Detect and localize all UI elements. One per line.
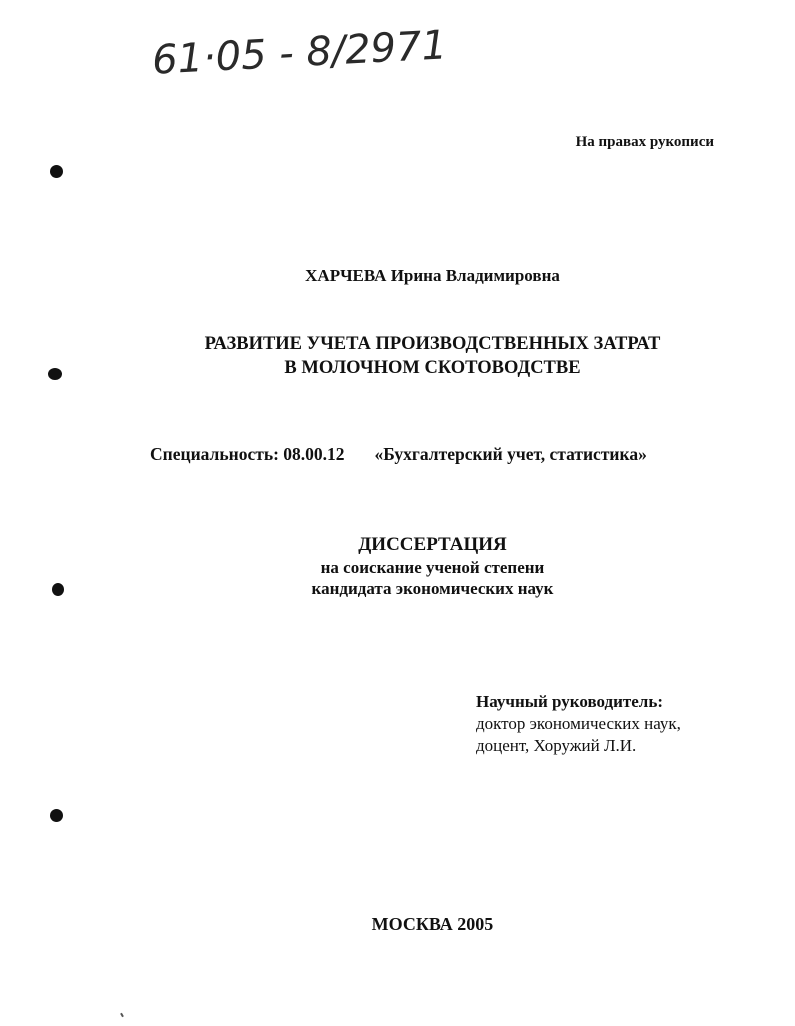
advisor-degree: доктор экономических наук, (476, 714, 681, 733)
advisor-label: Научный руководитель: (476, 692, 663, 711)
rights-note: На правах рукописи (575, 134, 714, 150)
specialty-name: «Бухгалтерский учет, статистика» (374, 444, 647, 464)
title-line-2: В МОЛОЧНОМ СКОТОВОДСТВЕ (284, 358, 581, 378)
title-line-1: РАЗВИТИЕ УЧЕТА ПРОИЗВОДСТВЕННЫХ ЗАТРАТ (204, 334, 661, 354)
punch-hole-mark (52, 583, 64, 596)
scientific-advisor (476, 691, 681, 757)
archive-number-text: 61·05 - 8/2971 (150, 22, 449, 84)
dissertation-type (0, 533, 795, 599)
dissertation-title (0, 332, 795, 380)
scan-speck (120, 1013, 124, 1017)
degree-line-2: кандидата экономических наук (311, 579, 554, 598)
specialty-code: Специальность: 08.00.12 (150, 444, 345, 464)
punch-hole-mark (48, 368, 62, 380)
handwritten-archive-number (150, 14, 490, 84)
punch-hole-mark (50, 809, 63, 822)
punch-hole-mark (50, 165, 63, 178)
author-name: ХАРЧЕВА Ирина Владимировна (305, 266, 560, 285)
degree-line-1: на соискание ученой степени (320, 558, 545, 577)
dissertation-heading: ДИССЕРТАЦИЯ (358, 534, 507, 555)
advisor-name: доцент, Хоружий Л.И. (476, 736, 637, 755)
specialty (150, 444, 647, 465)
city-year: МОСКВА 2005 (371, 914, 494, 934)
